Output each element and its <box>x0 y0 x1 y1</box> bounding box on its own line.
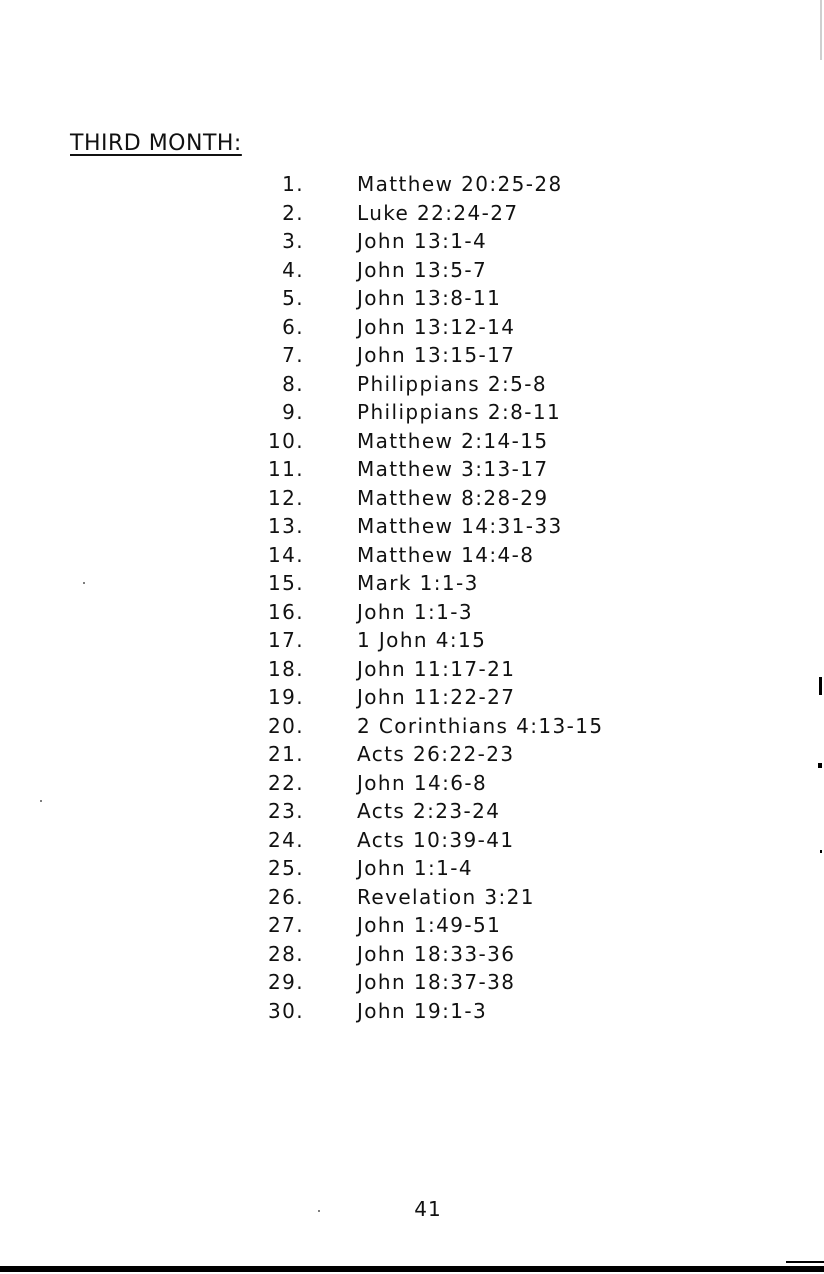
reading-reference: Matthew 2:14-15 <box>357 428 549 453</box>
reading-item <box>250 769 670 798</box>
reading-number: 29. <box>267 970 304 994</box>
reading-number: 20. <box>267 713 304 738</box>
reading-number: 11. <box>267 457 304 481</box>
reading-item <box>250 883 670 912</box>
reading-number: 21. <box>267 742 304 766</box>
reading-number: 23. <box>267 799 304 823</box>
reading-reference: 1 John 4:15 <box>357 628 487 652</box>
reading-number: 15. <box>267 571 304 595</box>
reading-number: 16. <box>267 599 304 624</box>
reading-item <box>250 313 670 342</box>
reading-reference: John 19:1-3 <box>357 998 488 1023</box>
reading-item <box>250 199 670 228</box>
reading-number: 30. <box>267 998 304 1023</box>
reading-reference: Acts 26:22-23 <box>357 742 515 766</box>
reading-reference: John 18:37-38 <box>357 970 516 994</box>
reading-item <box>250 826 670 855</box>
reading-reference: Matthew 14:4-8 <box>357 542 535 567</box>
reading-number: 27. <box>267 913 304 937</box>
reading-reference: Acts 10:39-41 <box>357 827 515 852</box>
reading-number: 22. <box>267 770 304 795</box>
reading-reference: John 13:12-14 <box>357 314 516 339</box>
reading-reference: Acts 2:23-24 <box>357 799 501 823</box>
reading-number: 1. <box>282 172 304 196</box>
reading-number: 24. <box>267 827 304 852</box>
reading-reference: Mark 1:1-3 <box>357 571 479 595</box>
reading-number: 28. <box>267 941 304 966</box>
reading-number: 7. <box>282 343 304 367</box>
reading-item <box>250 940 670 969</box>
reading-number: 6. <box>282 314 304 339</box>
reading-item <box>250 740 670 769</box>
reading-number: 26. <box>267 884 304 909</box>
reading-item <box>250 683 670 712</box>
reading-item <box>250 626 670 655</box>
reading-list <box>250 170 670 1025</box>
reading-item <box>250 712 670 741</box>
reading-item <box>250 968 670 997</box>
reading-item <box>250 512 670 541</box>
reading-item <box>250 256 670 285</box>
reading-reference: Matthew 8:28-29 <box>357 485 549 510</box>
scan-speck <box>40 800 42 802</box>
reading-item <box>250 370 670 399</box>
reading-reference: Revelation 3:21 <box>357 884 535 909</box>
reading-item <box>250 854 670 883</box>
reading-number: 9. <box>282 400 304 424</box>
reading-number: 14. <box>267 542 304 567</box>
right-edge-mark <box>819 677 822 695</box>
reading-reference: John 14:6-8 <box>357 770 488 795</box>
reading-number: 25. <box>267 856 304 880</box>
reading-number: 17. <box>267 628 304 652</box>
reading-item <box>250 427 670 456</box>
reading-number: 10. <box>267 428 304 453</box>
reading-number: 3. <box>282 229 304 253</box>
reading-reference: John 13:5-7 <box>357 257 488 282</box>
reading-reference: Philippians 2:8-11 <box>357 400 562 424</box>
reading-item <box>250 484 670 513</box>
reading-number: 13. <box>267 514 304 538</box>
reading-item <box>250 341 670 370</box>
reading-item <box>250 455 670 484</box>
reading-number: 4. <box>282 257 304 282</box>
reading-reference: Matthew 3:13-17 <box>357 457 549 481</box>
reading-item <box>250 911 670 940</box>
right-edge-top-line <box>820 0 822 60</box>
reading-item <box>250 284 670 313</box>
reading-number: 19. <box>267 685 304 709</box>
scan-speck <box>83 582 85 584</box>
page-number: 41 <box>414 1197 442 1221</box>
section-heading: THIRD MONTH: <box>70 131 242 156</box>
reading-reference: Luke 22:24-27 <box>357 200 519 225</box>
reading-item <box>250 541 670 570</box>
right-edge-speck <box>820 850 822 853</box>
reading-reference: John 11:17-21 <box>357 656 516 681</box>
reading-reference: Matthew 20:25-28 <box>357 172 563 196</box>
reading-reference: John 11:22-27 <box>357 685 516 709</box>
reading-reference: 2 Corinthians 4:13-15 <box>357 713 604 738</box>
reading-reference: John 1:1-4 <box>357 856 473 880</box>
reading-number: 5. <box>282 286 304 310</box>
reading-item <box>250 797 670 826</box>
reading-item <box>250 655 670 684</box>
reading-reference: Matthew 14:31-33 <box>357 514 563 538</box>
reading-reference: Philippians 2:5-8 <box>357 371 547 396</box>
reading-item <box>250 170 670 199</box>
reading-reference: John 1:49-51 <box>357 913 502 937</box>
reading-reference: John 13:15-17 <box>357 343 516 367</box>
reading-reference: John 13:1-4 <box>357 229 488 253</box>
bottom-edge-line <box>0 1266 824 1272</box>
reading-item <box>250 227 670 256</box>
scan-speck <box>318 1210 320 1212</box>
reading-reference: John 1:1-3 <box>357 599 473 624</box>
reading-reference: John 13:8-11 <box>357 286 502 310</box>
bottom-edge-line-short <box>786 1261 824 1263</box>
right-edge-dot <box>818 763 822 768</box>
reading-item <box>250 569 670 598</box>
reading-reference: John 18:33-36 <box>357 941 516 966</box>
reading-number: 12. <box>267 485 304 510</box>
reading-number: 8. <box>282 371 304 396</box>
reading-number: 18. <box>267 656 304 681</box>
reading-number: 2. <box>282 200 304 225</box>
reading-item <box>250 997 670 1026</box>
reading-item <box>250 398 670 427</box>
reading-item <box>250 598 670 627</box>
